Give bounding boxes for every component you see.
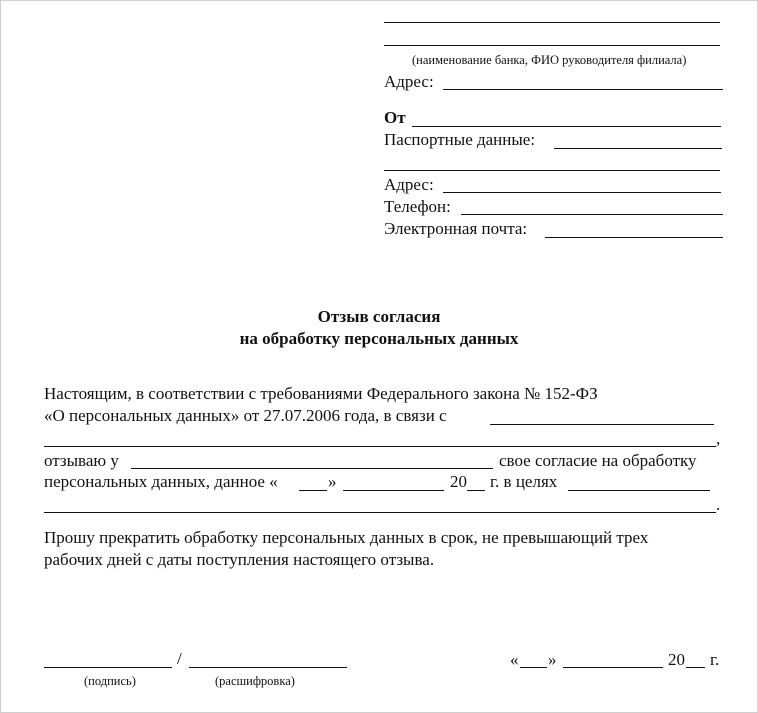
email-label: Электронная почта: — [384, 219, 528, 238]
consent-year-field[interactable] — [467, 490, 485, 491]
decryption-field[interactable] — [189, 667, 347, 668]
phone-field[interactable] — [461, 214, 723, 215]
consent-month-field[interactable] — [343, 490, 444, 491]
body-line-4-end: свое согласие на обработку — [499, 451, 697, 470]
decryption-caption: (расшифровка) — [215, 674, 295, 688]
body-line-2: «О персональных данных» от 27.07.2006 года, в связи с — [44, 406, 447, 425]
reason-field[interactable] — [490, 424, 714, 425]
email-field[interactable] — [545, 237, 723, 238]
from-field[interactable] — [412, 126, 721, 127]
body-p2-line-1: Прошу прекратить обработку персональных данных в срок, не превышающий трех — [44, 528, 649, 547]
date-year-field[interactable] — [686, 667, 705, 668]
bank-name-line-2[interactable] — [384, 45, 720, 46]
date-close-quote: » — [548, 650, 557, 669]
bank-address-field[interactable] — [443, 89, 723, 90]
passport-field-line-2[interactable] — [384, 170, 720, 171]
document-title-line-2: на обработку персональных данных — [239, 329, 519, 348]
purpose-field[interactable] — [568, 490, 710, 491]
reason-field-line-2[interactable] — [44, 446, 716, 447]
passport-field[interactable] — [554, 148, 722, 149]
signature-caption: (подпись) — [84, 674, 136, 688]
date-day-field[interactable] — [520, 667, 547, 668]
address-label: Адрес: — [384, 175, 434, 194]
from-label: От — [384, 108, 406, 127]
date-year-prefix: 20 — [668, 650, 685, 669]
purpose-period: . — [716, 495, 721, 514]
signature-field[interactable] — [44, 667, 172, 668]
document-title-line-1: Отзыв согласия — [317, 307, 441, 326]
phone-label: Телефон: — [384, 197, 451, 216]
date-suffix: г. — [710, 650, 720, 669]
body-line-5-end: г. в целях — [490, 472, 558, 491]
recipient-field[interactable] — [131, 468, 493, 469]
consent-year-prefix: 20 — [450, 472, 467, 491]
date-month-field[interactable] — [563, 667, 663, 668]
purpose-field-line-2[interactable] — [44, 512, 716, 513]
bank-name-line-1[interactable] — [384, 22, 720, 23]
body-line-1: Настоящим, в соответствии с требованиями Федерального закона № 152-ФЗ — [44, 384, 598, 403]
signature-slash: / — [177, 649, 182, 668]
bank-caption: (наименование банка, ФИО руководителя филиала) — [412, 53, 687, 67]
consent-day-field[interactable] — [299, 490, 327, 491]
bank-address-label: Адрес: — [384, 72, 434, 91]
body-p2-line-2: рабочих дней с даты поступления настоящего отзыва. — [44, 550, 435, 569]
body-line-4-start: отзываю у — [44, 451, 119, 470]
reason-comma: , — [716, 429, 721, 448]
date-open-quote: « — [510, 650, 519, 669]
consent-day-close-quote: » — [328, 472, 337, 491]
passport-label: Паспортные данные: — [384, 130, 536, 149]
address-field[interactable] — [443, 192, 721, 193]
body-line-5-start: персональных данных, данное « — [44, 472, 278, 491]
